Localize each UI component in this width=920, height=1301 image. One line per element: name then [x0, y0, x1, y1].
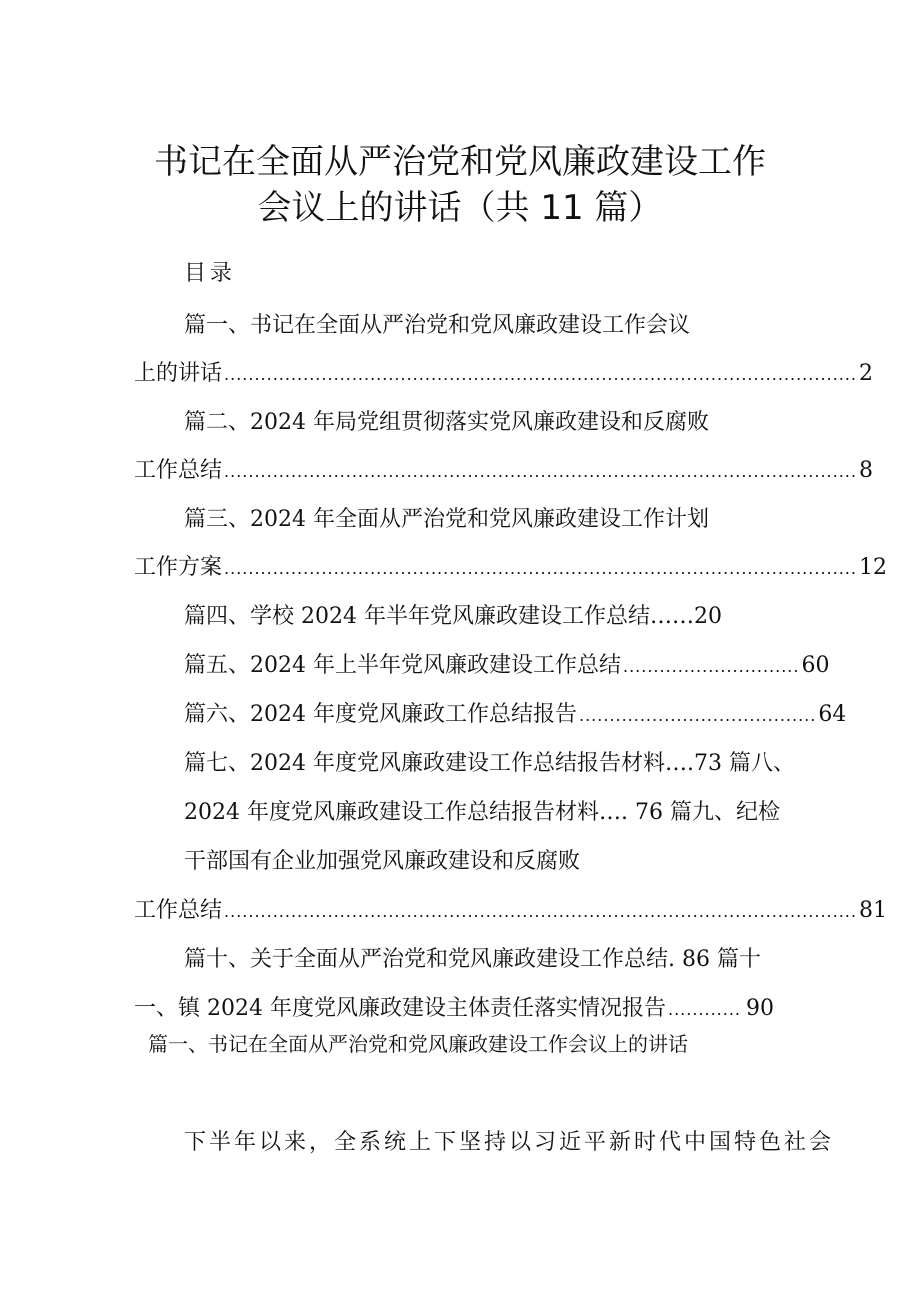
document-title-line-2: 会议上的讲话（共 11 篇）: [257, 188, 663, 228]
toc-leader-dots: ........................................................................................................: [224, 902, 857, 921]
toc-entry-7-8: 篇七、2024 年度党风廉政建设工作总结报告材料….73 篇八、: [184, 751, 795, 776]
toc-entry-label: 工作总结: [134, 898, 223, 923]
toc-entry-2-line-2: [134, 456, 873, 487]
toc-entry-label: 篇五、2024 年上半年党风廉政建设工作总结: [184, 653, 621, 678]
toc-entry-label: 工作总结: [134, 458, 223, 483]
toc-page-number: 81: [858, 898, 887, 923]
toc-leader-dots: ........................................................................................................: [224, 365, 857, 384]
toc-entry-9-line-2: 干部国有企业加强党风廉政建设和反腐败: [184, 849, 581, 874]
toc-page-number: 2: [858, 361, 873, 386]
toc-page-number: 8: [858, 458, 873, 483]
document-title-line-1: 书记在全面从严治党和党风廉政建设工作: [154, 142, 766, 182]
toc-leader-dots: ............: [667, 1000, 742, 1019]
toc-entry-2-line-1: 篇二、2024 年局党组贯彻落实党风廉政建设和反腐败: [184, 410, 709, 435]
toc-entry-1-line-1: 篇一、书记在全面从严治党和党风廉政建设工作会议: [184, 313, 691, 338]
toc-entry-10-11: 篇十、关于全面从严治党和党风廉政建设工作总结. 86 篇十: [184, 947, 761, 972]
toc-leader-dots: .............................: [622, 657, 800, 676]
toc-page-number: 60: [801, 653, 830, 678]
toc-entry-3-line-2: [134, 553, 887, 584]
toc-entry-label: 篇六、2024 年度党风廉政工作总结报告: [184, 702, 577, 727]
toc-leader-dots: ........................................................................................................: [224, 462, 857, 481]
toc-entry-6: [184, 700, 847, 731]
section-heading: 篇一、书记在全面从严治党和党风廉政建设工作会议上的讲话: [148, 1032, 688, 1056]
toc-leader-dots: .......................................: [578, 706, 817, 725]
toc-page-number: 64: [818, 702, 847, 727]
toc-entry-label: 上的讲话: [134, 361, 223, 386]
toc-entry-3-line-1: 篇三、2024 年全面从严治党和党风廉政建设工作计划: [184, 507, 709, 532]
toc-entry-4: 篇四、学校 2024 年半年党风廉政建设工作总结……20: [184, 604, 722, 629]
toc-leader-dots: ........................................................................................................: [224, 559, 857, 578]
toc-entry-label: 工作方案: [134, 555, 223, 580]
body-paragraph-first-line: 下半年以来，全系统上下坚持以习近平新时代中国特色社会: [184, 1130, 835, 1155]
toc-entry-11: [134, 994, 774, 1025]
toc-entry-1-line-2: [134, 359, 873, 390]
toc-entry-9-line-3: [134, 896, 887, 927]
toc-page-number: 90: [746, 996, 774, 1021]
toc-entry-8-9: 2024 年度党风廉政建设工作总结报告材料…. 76 篇九、纪检: [184, 800, 780, 825]
toc-entry-label: 一、镇 2024 年度党风廉政建设主体责任落实情况报告: [134, 996, 666, 1021]
toc-page-number: 12: [858, 555, 887, 580]
toc-label: 目录: [184, 261, 237, 286]
toc-entry-5: [184, 651, 830, 682]
